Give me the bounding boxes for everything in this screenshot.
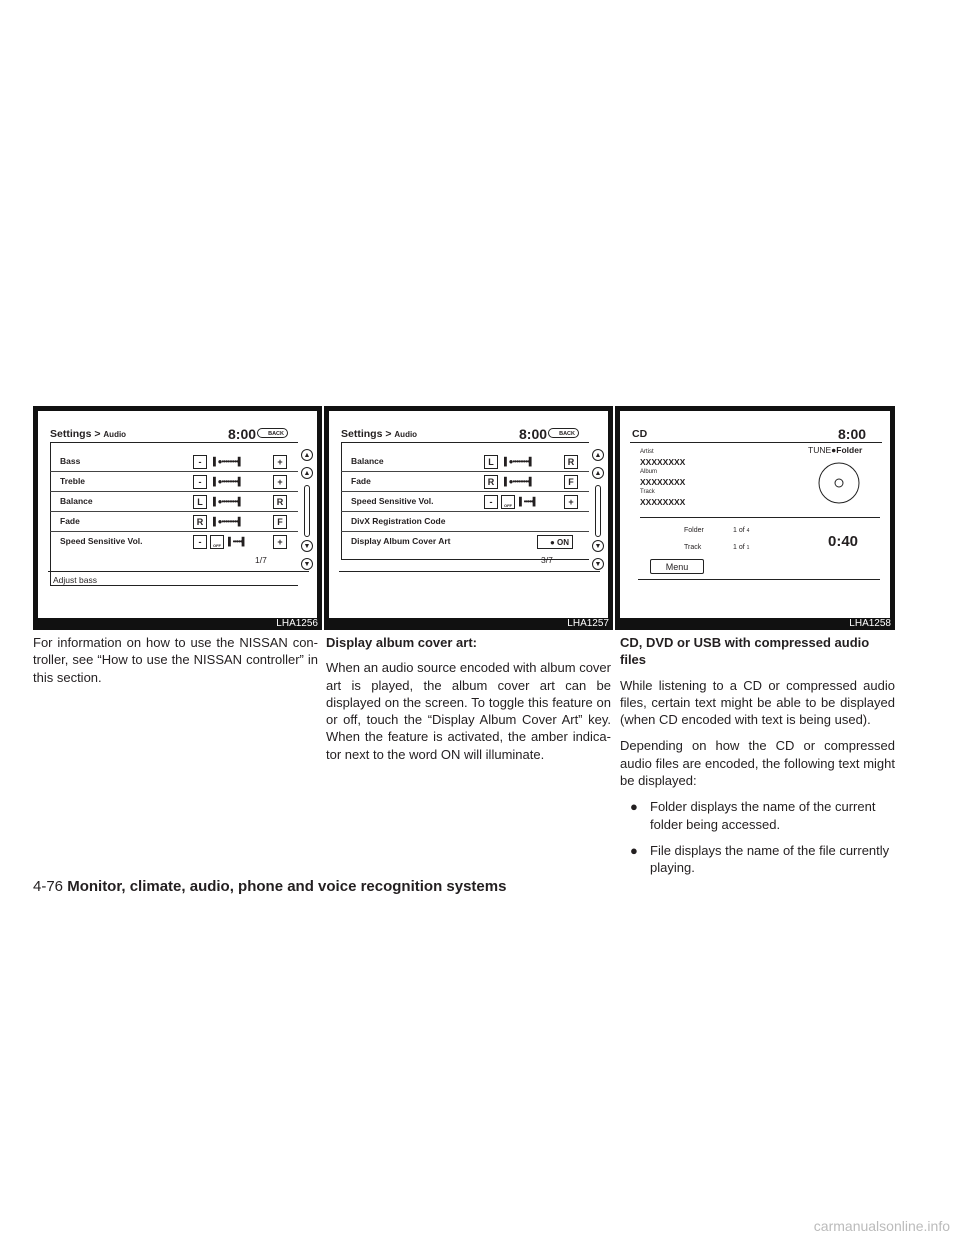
column-3 <box>620 634 895 886</box>
level-indicator: ▌●•••••••••▌ <box>213 477 243 486</box>
column-2 <box>326 634 611 772</box>
section-heading: CD, DVD or USB with compressed audio files <box>620 635 870 668</box>
figure-code: LHA1256 <box>276 618 318 629</box>
knob-icon: ● <box>831 445 837 455</box>
screen-title: CD <box>632 428 648 440</box>
rear-button[interactable]: R <box>484 475 498 489</box>
figure-audio-settings-2 <box>324 406 613 630</box>
back-button[interactable]: BACK <box>257 428 288 438</box>
menu-button[interactable]: Menu <box>650 559 704 574</box>
page-number: 4-76 <box>33 878 64 895</box>
off-indicator: OFF <box>210 535 224 549</box>
clock: 8:00 <box>519 426 548 442</box>
screen-title: Settings > Audio <box>341 428 418 440</box>
scrollbar[interactable] <box>304 485 310 537</box>
on-toggle[interactable]: ● ON <box>537 535 573 549</box>
plus-button[interactable]: + <box>564 495 578 509</box>
minus-button[interactable]: - <box>193 455 207 469</box>
track-row-label: Track <box>684 544 702 551</box>
scrollbar[interactable] <box>595 485 601 537</box>
level-indicator: ▌●•••••••••▌ <box>213 457 243 466</box>
plus-button[interactable]: + <box>273 535 287 549</box>
left-button[interactable]: L <box>193 495 207 509</box>
right-button[interactable]: R <box>273 495 287 509</box>
list-item: ● File displays the name of the file currently playing. <box>630 842 890 876</box>
row-balance[interactable]: Balance L ▌●•••••••••▌ R <box>341 452 589 472</box>
scroll-down-icon[interactable]: ▼ <box>301 558 313 570</box>
paragraph: When an audio source encoded with album cover art is played, the album cover art can be displayed on the screen. To toggle this feature on or off, touch the “Display Album Cover Art” key. When the feature is activated, the amber indica-tor next to the word ON will illuminate. <box>326 660 611 762</box>
level-indicator: ▌●•••••••••▌ <box>504 477 534 486</box>
elapsed-time: 0:40 <box>828 533 859 550</box>
screen <box>38 411 317 618</box>
off-indicator: OFF <box>501 495 515 509</box>
minus-button[interactable]: - <box>193 535 207 549</box>
plus-button[interactable]: + <box>273 455 287 469</box>
level-indicator: ▌●•••••••••▌ <box>213 517 243 526</box>
scroll-up-icon[interactable]: ▲ <box>592 449 604 461</box>
front-button[interactable]: F <box>273 515 287 529</box>
screen <box>329 411 608 618</box>
bullet-icon: ● <box>630 842 638 858</box>
row-bass[interactable]: Bass - ▌●•••••••••▌ + <box>50 452 298 472</box>
scroll-down-small-icon[interactable]: ▼ <box>592 540 604 552</box>
level-indicator: ▌•••••▌ <box>519 497 538 506</box>
disc-icon <box>817 461 861 505</box>
status-text: Adjust bass <box>53 575 97 585</box>
album-value: XXXXXXXX <box>640 477 686 487</box>
row-fade[interactable]: Fade R ▌●•••••••••▌ F <box>341 472 589 492</box>
page-indicator: 3/7 <box>541 555 553 565</box>
section-heading: Display album cover art: <box>326 635 477 650</box>
row-divx-registration-code[interactable]: DivX Registration Code <box>341 512 589 532</box>
row-display-album-cover-art[interactable]: Display Album Cover Art ● ON <box>341 532 589 552</box>
scroll-up-icon[interactable]: ▲ <box>301 449 313 461</box>
figure-code: LHA1258 <box>849 618 891 629</box>
scroll-up-small-icon[interactable]: ▲ <box>592 467 604 479</box>
figure-audio-settings-1 <box>33 406 322 630</box>
artist-value: XXXXXXXX <box>640 457 686 467</box>
front-button[interactable]: F <box>564 475 578 489</box>
figure-code: LHA1257 <box>567 618 609 629</box>
paragraph: For information on how to use the NISSAN con-troller, see “How to use the NISSAN controller” in this section. <box>33 635 318 685</box>
indicator-dot-icon: ● <box>549 538 557 547</box>
column-1 <box>33 634 318 695</box>
clock: 8:00 <box>228 426 257 442</box>
level-indicator: ▌•••••▌ <box>228 537 247 546</box>
row-treble[interactable]: Treble - ▌●•••••••••▌ + <box>50 472 298 492</box>
scroll-up-small-icon[interactable]: ▲ <box>301 467 313 479</box>
scroll-down-icon[interactable]: ▼ <box>592 558 604 570</box>
tune-folder-label[interactable]: TUNE●Folder <box>808 445 863 455</box>
row-speed-sensitive-vol[interactable]: Speed Sensitive Vol. - OFF ▌•••••▌ + <box>341 492 589 512</box>
chapter-title: Monitor, climate, audio, phone and voice recognition systems <box>67 878 507 895</box>
paragraph: While listening to a CD or compressed audio files, certain text might be able to be displayed (when CD encoded with text is being used). <box>620 677 895 728</box>
level-indicator: ▌●•••••••••▌ <box>213 497 243 506</box>
row-balance[interactable]: Balance L ▌●•••••••••▌ R <box>50 492 298 512</box>
right-button[interactable]: R <box>564 455 578 469</box>
screen-title: Settings > Audio <box>50 428 127 440</box>
track-label: Track <box>640 489 655 495</box>
screen <box>620 411 890 618</box>
clock: 8:00 <box>838 426 867 442</box>
page-indicator: 1/7 <box>255 555 267 565</box>
track-count: 1 of 1 <box>733 544 750 551</box>
folder-label: Folder <box>684 527 704 534</box>
bullet-icon: ● <box>630 799 638 815</box>
paragraph: Depending on how the CD or compressed audio files are encoded, the following text might be displayed: <box>620 738 895 789</box>
left-button[interactable]: L <box>484 455 498 469</box>
level-indicator: ▌●•••••••••▌ <box>504 457 534 466</box>
back-button[interactable]: BACK <box>548 428 579 438</box>
artist-label: Artist <box>640 449 654 455</box>
minus-button[interactable]: - <box>484 495 498 509</box>
page-footer <box>33 878 506 895</box>
track-value: XXXXXXXX <box>640 497 686 507</box>
list-item: ● Folder displays the name of the current folder being accessed. <box>630 799 876 832</box>
scroll-down-small-icon[interactable]: ▼ <box>301 540 313 552</box>
row-fade[interactable]: Fade R ▌●•••••••••▌ F <box>50 512 298 532</box>
folder-count: 1 of 4 <box>733 527 750 534</box>
rear-button[interactable]: R <box>193 515 207 529</box>
row-speed-sensitive-vol[interactable]: Speed Sensitive Vol. - OFF ▌•••••▌ + <box>50 532 298 552</box>
figure-cd-screen <box>615 406 895 630</box>
plus-button[interactable]: + <box>273 475 287 489</box>
album-label: Album <box>640 469 658 475</box>
minus-button[interactable]: - <box>193 475 207 489</box>
watermark: carmanualsonline.info <box>813 1218 950 1234</box>
